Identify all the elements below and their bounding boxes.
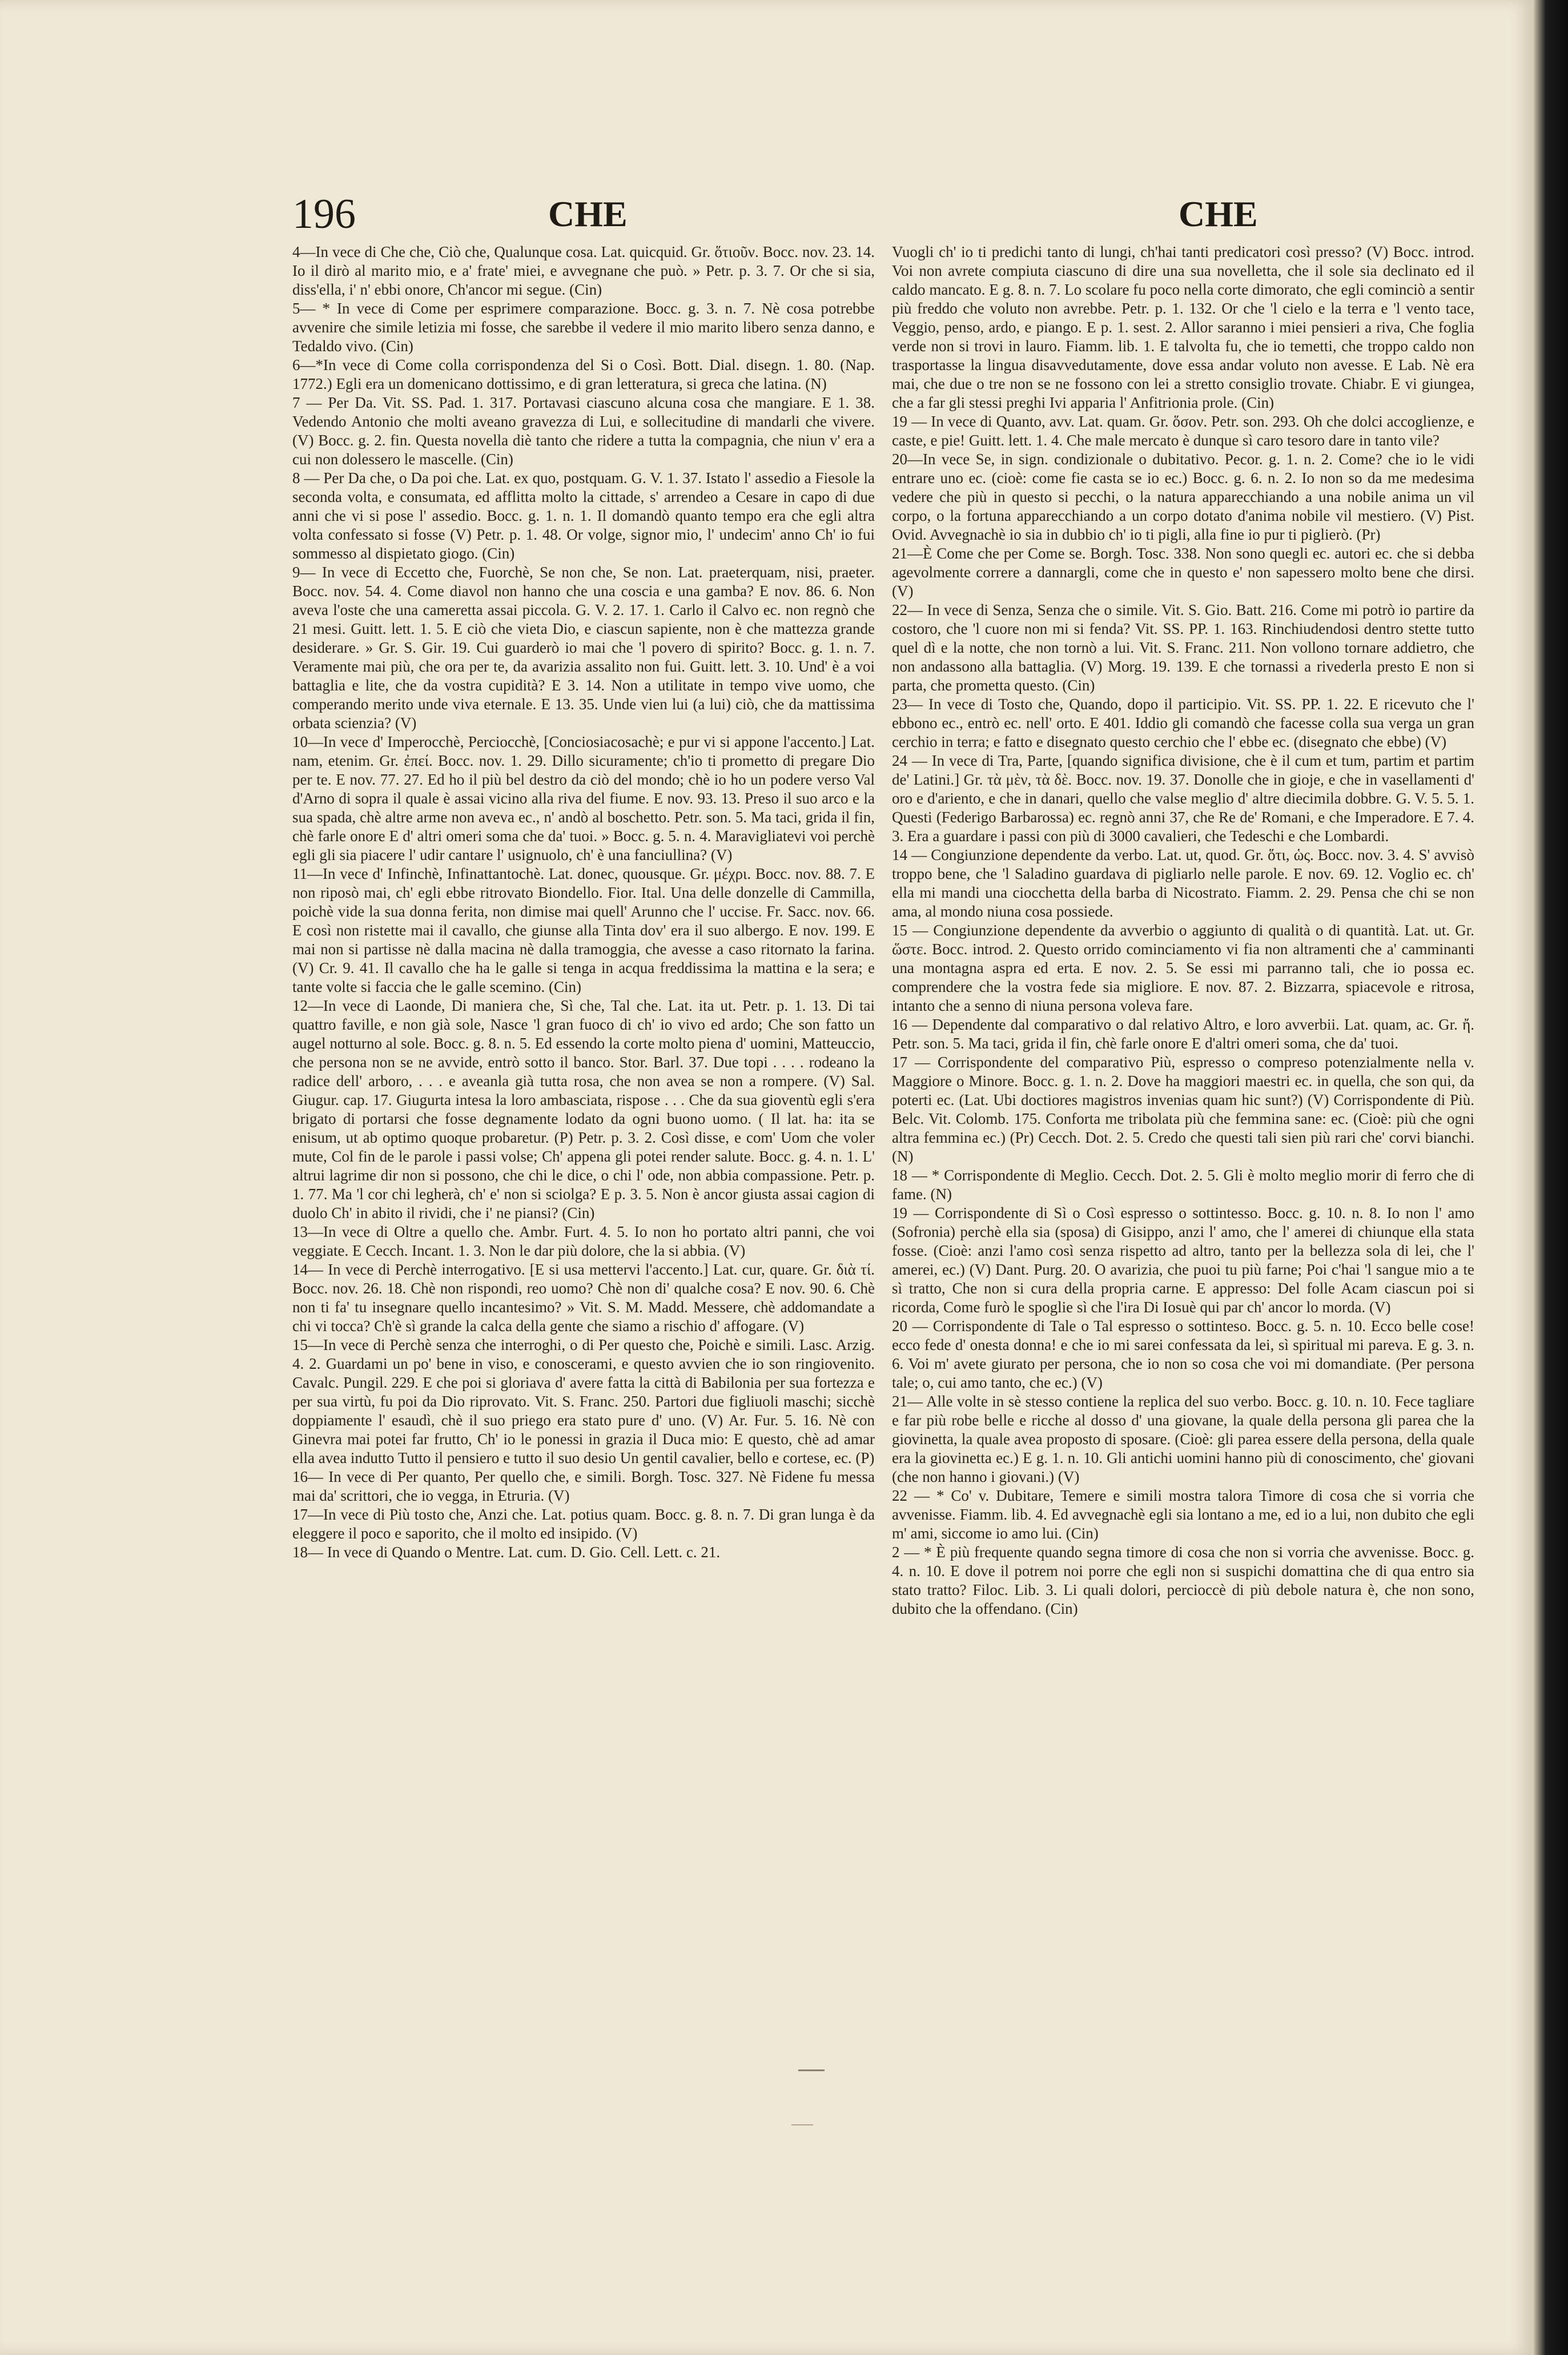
entry-paragraph: 16 — Dependente dal comparativo o dal relativo Altro, e loro avverbii. Lat. quam, ac. Gr. ἤ. Petr. son. 5. Ma taci, grida il fin, chè farle onore E d'altri omeri soma, che da' tuoi. — [892, 1016, 1474, 1052]
entry-paragraph: 22 — * Co' v. Dubitare, Temere e simili mostra talora Timore di cosa che si vorria che avvenisse. Fiamm. lib. 4. Ed avvegnachè egli sia lontano a me, ed io a lui, non dubito che egli m' ami, siccome io amo lui. (Cin) — [892, 1487, 1474, 1542]
entry-paragraph: 9— In vece di Eccetto che, Fuorchè, Se non che, Se non. Lat. praeterquam, nisi, praeter. Bocc. nov. 54. 4. Come diavol non hanno che una coscia e una gamba? E nov. 86. 6. Non aveva l'oste che una cameretta assai piccola. G. V. 2. 17. 1. Carlo il Calvo ec. non regnò che 21 mesi. Guitt. lett. 1. 5. E ciò che vieta Dio, e ciascun sapiente, non è che mattezza grande desiderare. » Gr. S. Gir. 19. Cui guarderò io mai che 'l povero di spirito? Bocc. g. 1. n. 7. Veramente mai più, che ora per te, da avarizia assalito non fui. Guitt. lett. 3. 10. Und' è a voi battaglia e lite, che da vostra cupidità? E 3. 14. Non a utilitate in tempo vive uomo, che comperando merito unde viva eternale. E 13. 35. Unde vien lui (a lui) ciò, che da mattissima orbata scienzia? (V) — [292, 564, 875, 732]
entry-paragraph: 7 — Per Da. Vit. SS. Pad. 1. 317. Portavasi ciascuno alcuna cosa che mangiare. E 1. 38. Vedendo Antonio che molti aveano gravezza di Lui, e sollecitudine di mandarli che vivere. (V) Bocc. g. 2. fin. Questa novella diè tanto che ridere a tutta la compagnia, che niun v' era a cui non dolessero le mascelle. (Cin) — [292, 394, 875, 468]
scanner-edge — [1534, 0, 1568, 2355]
entry-paragraph: 15—In vece di Perchè senza che interroghi, o di Per questo che, Poichè e simili. Lasc. Arzig. 4. 2. Guardami un po' bene in viso, e conoscerami, e questo avvien che io son ringiovenito. Cavalc. Pungil. 229. E che poi si gloriava d' avere fatta la città di Babilonia per sua fortezza e per sua virtù, fu poi da Dio riprovato. Vit. S. Franc. 250. Partori due figliuoli maschi; sicchè doppiamente l' esaudì, chè il suo priego era stato pure d' uno. (V) Ar. Fur. 5. 16. Nè con Ginevra mai potei far frutto, Ch' io le ponessi in grazia il Duca mio: E questo, chè ad amar ella avea indutto Tutto il pensiero e tutto il suo desio Un gentil cavalier, bello e cortese, ec. (P) — [292, 1336, 875, 1466]
entry-paragraph: 24 — In vece di Tra, Parte, [quando significa divisione, che è il cum et tum, partim et partim de' Latini.] Gr. τὰ μὲν, τὰ δὲ. Bocc. nov. 19. 37. Donolle che in gioje, e che in vasellamenti d' oro e d'ariento, e che in danari, quello che valse meglio d' altre diecimila dobbre. G. V. 5. 5. 1. Questi (Federigo Barbarossa) ec. regnò anni 37, che Re de' Romani, e che Imperadore. E 7. 4. 3. Era a guardare i passi con più di 3000 cavalieri, che Tedeschi e che Lombardi. — [892, 752, 1474, 845]
entry-paragraph: 22— In vece di Senza, Senza che o simile. Vit. S. Gio. Batt. 216. Come mi potrò io partire da costoro, che 'l cuore non mi si fenda? Vit. SS. PP. 1. 163. Rinchiudendosi dentro stette tutto quel dì e la notte, che non tornò a lui. Vit. S. Franc. 211. Non vollono tornare addietro, che non andassono alla battaglia. (V) Morg. 19. 139. E che tornassi a rivederla presto E non si parta, che prometta questo. (Cin) — [892, 601, 1474, 694]
entry-paragraph: 10—In vece d' Imperocchè, Perciocchè, [Conciosiacosachè; e pur vi si appone l'accento.] Lat. nam, etenim. Gr. ἐπεί. Bocc. nov. 1. 29. Dillo sicuramente; ch'io ti prometto di pregare Dio per te. E nov. 77. 27. Ed ho il più bel destro da ciò del mondo; chè io ho un podere verso Val d'Arno di sopra il quale è assai vicino alla riva del fiume. E nov. 93. 13. Preso il suo arco e la sua spada, chè altre arme non aveva ec., n' andò al boschetto. Petr. son. 5. Ma taci, grida il fin, chè farle onore E d' altri omeri soma che da' tuoi. » Bocc. g. 5. n. 4. Maravigliatevi voi perchè egli gli sia piacere l' udir cantare l' usignuolo, ch' è una fanciullina? (V) — [292, 733, 875, 863]
entry-paragraph: 20 — Corrispondente di Tale o Tal espresso o sottinteso. Bocc. g. 5. n. 10. Ecco belle cose! ecco fede d' onesta donna! e che io mi sarei confessata da lei, sì spiritual mi pareva. E g. 3. n. 6. Voi m' avete giurato per persona, che io non so cosa che voi mi domandiate. (Per persona tale; o, cui amo tanto, che ec.) (V) — [892, 1317, 1474, 1391]
left-column — [292, 243, 875, 2024]
page-number: 196 — [292, 191, 356, 238]
entry-paragraph: 18— In vece di Quando o Mentre. Lat. cum. D. Gio. Cell. Lett. c. 21. — [292, 1544, 721, 1561]
entry-paragraph: 6—*In vece di Come colla corrispondenza del Si o Così. Bott. Dial. disegn. 1. 80. (Nap. 1772.) Egli era un domenicano dottissimo, e di gran letteratura, si greca che latina. (N) — [292, 356, 875, 392]
entry-paragraph: 17—In vece di Più tosto che, Anzi che. Lat. potius quam. Bocc. g. 8. n. 7. Di gran lunga è da eleggere il poco e saporito, che il molto ed insipido. (V) — [292, 1506, 875, 1542]
entry-paragraph: 2 — * È più frequente quando segna timore di cosa che non si vorria che avvenisse. Bocc. g. 4. n. 10. E dove il potrem noi porre che egli non si suspichi domattina che di qua entro sia stato tratto? Filoc. Lib. 3. Li quali dolori, percioccè di più debole natura è, che non sono, dubito che la offendano. (Cin) — [892, 1544, 1474, 1617]
bottom-rule — [798, 2069, 825, 2071]
entry-paragraph: 8 — Per Da che, o Da poi che. Lat. ex quo, postquam. G. V. 1. 37. Istato l' assedio a Fiesole la seconda volta, e consumata, ed afflitta molto la cittade, s' arrendeo a Cesare in capo di due anni che vi si pose l' assedio. Bocc. g. 1. n. 1. Il domandò quanto tempo era che egli altra volta confessato si fosse (V) Petr. p. 1. 48. Or volge, signor mio, l' undecim' anno Ch' io fui sommesso al dispietato giogo. (Cin) — [292, 469, 875, 562]
entry-paragraph: 18 — * Corrispondente di Meglio. Cecch. Dot. 2. 5. Gli è molto meglio morir di ferro che di fame. (N) — [892, 1167, 1474, 1203]
bottom-rule-small — [791, 2124, 813, 2125]
entry-paragraph: 14— In vece di Perchè interrogativo. [E si usa mettervi l'accento.] Lat. cur, quare. Gr. διὰ τί. Bocc. nov. 26. 18. Chè non rispondi, reo uomo? Chè non di' qualche cosa? E nov. 90. 6. Chè non ti fa' tu insegnare quello incantesimo? » Vit. S. M. Madd. Messere, chè addomandate a chi vi tocca? Ch'è sì grande la calca della gente che siamo a rischio d' affogare. (V) — [292, 1261, 875, 1335]
entry-paragraph: Vuogli ch' io ti predichi tanto di lungi, ch'hai tanti predicatori così presso? (V) Bocc. introd. Voi non avrete compiuta ciascuno di dire una sua novelletta, che il sole sia declinato ed il caldo mancato. E g. 8. n. 7. Lo scolare fu poco nella corte dimorato, che egli cominciò a sentir più freddo che voluto non avrebbe. Petr. p. 1. 132. Or che 'l cielo e la terra e 'l vento tace, Veggio, penso, ardo, e piango. E p. 1. sest. 2. Allor saranno i miei pensieri a riva, Che foglia verde non si trovi in lauro. Fiamm. lib. 1. E talvolta fu, che io temetti, che troppo caldo non trasportasse la lingua disavvedutamente, dove essa andar voluto non avesse. E Lab. Nè era mai, che due o tre non se ne fossono con lei a stretto consiglio trovate. Chiabr. E vi giungea, che a far gli stessi preghi Ivi apparia l' Anfitrionia prole. (Cin) — [892, 243, 1474, 411]
running-head-right: CHE — [1179, 194, 1258, 234]
entry-paragraph: 16— In vece di Per quanto, Per quello che, e simili. Borgh. Tosc. 327. Nè Fidene fu messa mai da' scrittori, che io vegga, in Etruria. (V) — [292, 1468, 875, 1504]
entry-paragraph: 14 — Congiunzione dependente da verbo. Lat. ut, quod. Gr. ὅτι, ὡς. Bocc. nov. 3. 4. S' avvisò troppo bene, che 'l Saladino guardava di pigliarlo nelle parole. E nov. 69. 12. Voglio ec. ch' ella mi mandi una ciocchetta della barba di Nicostrato. Fiamm. 2. 29. Pensa che chi se non ama, al mondo niuna cosa possiede. — [892, 846, 1474, 920]
entry-paragraph: 4—In vece di Che che, Ciò che, Qualunque cosa. Lat. quicquid. Gr. ὅτιοῦν. Bocc. nov. 23. 14. Io il dirò al marito mio, e a' frate' miei, e avvegnane che può. » Petr. p. 3. 7. Or che si sia, diss'ella, i' n' ebbi onore, Ch'ancor mi segue. (Cin) — [292, 243, 875, 298]
entry-paragraph: 12—In vece di Laonde, Di maniera che, Sì che, Tal che. Lat. ita ut. Petr. p. 1. 13. Di tai quattro faville, e non già sole, Nasce 'l gran fuoco di ch' io vivo ed ardo; Che son fatto un augel notturno al sole. Bocc. g. 8. n. 5. Ed essendo la corte molto piena d' uomini, Matteuccio, che persona non se ne avvide, entrò sotto il banco. Stor. Barl. 37. Due topi . . . . rodeano la radice dell' arboro, . . . e aveanla già tutta rosa, che non avea se non a rompere. (V) Sal. Giugur. cap. 17. Giugurta intesa la loro ambasciata, rispose . . . Che da sua gioventù egli s'era brigato di portarsi che fosse degnamente lodato da ogni buono uomo. ( Il lat. ha: ita se enisum, ut ab optimo quoque probaretur. (P) Petr. p. 3. 2. Così disse, e com' Uom che voler mute, Col fin de le parole i passi volse; Ch' appena gli potei render salute. Bocc. g. 4. n. 1. L' altrui lagrime dir non si possono, che chi le dice, o chi l' ode, non abbia compassione. Petr. p. 1. 77. Ma 'l cor chi legherà, ch' e' non si sciolga? E p. 3. 5. Non è ancor giusta assai cagion di duolo Ch' in abito il rividi, che i' ne piansi? (Cin) — [292, 997, 875, 1221]
entry-paragraph: 15 — Congiunzione dependente da avverbio o aggiunto di qualità o di quantità. Lat. ut. Gr. ὥστε. Bocc. introd. 2. Questo orrido cominciamento vi fia non altramenti che a' camminanti una montagna aspra ed erta. E nov. 2. 5. Se essi mi parranno tali, che io possa ec. comprendere che la vostra fede sia migliore. E nov. 87. 2. Bizzarra, spiacevole e ritrosa, intanto che a senno di niuna persona voleva fare. — [892, 922, 1474, 1014]
entry-paragraph: 17 — Corrispondente del comparativo Più, espresso o compreso potenzialmente nella v. Maggiore o Minore. Bocc. g. 1. n. 2. Dove ha maggiori maestri ec. in quella, che son qui, da poterti ec. (Lat. Ubi doctiores magistros invenias quam hic sunt?) (V) Corrispondente di Più. Belc. Vit. Colomb. 175. Conforta me tribolata più che femmina sane: ec. (Cioè: più che ogni altra femmina ec.) (Pr) Cecch. Dot. 2. 5. Credo che questi tali sien più rari che' corvi bianchi. (N) — [892, 1054, 1474, 1165]
entry-paragraph: 19 — Corrispondente di Sì o Così espresso o sottintesso. Bocc. g. 10. n. 8. Io non l' amo (Sofronia) perchè ella sia (sposa) di Gisippo, anzi l' amo, che l' amerei di chiunque ella stata fosse. (Cioè: anzi l'amo così senza rispetto ad altro, tanto per la bellezza sola di lei, che l' amerei, ec.) (V) Dant. Purg. 20. O avarizia, che puoi tu più farne; Poi c'hai 'l sangue mio a te sì tratto, Che non si cura della propria carne. E appresso: Del folle Acam ciascun poi si ricorda, Come furò le spoglie sì che l'ira Di Iosuè qui par ch' ancor lo morda. (V) — [892, 1204, 1474, 1316]
entry-paragraph: 11—In vece d' Infinchè, Infinattantochè. Lat. donec, quousque. Gr. μέχρι. Bocc. nov. 88. 7. E non riposò mai, ch' egli ebbe ritrovato Biondello. Fior. Ital. Una delle donzelle di Cammilla, poichè vide la sua donna ferita, non dimise mai quell' Arunno che l' uccise. Fr. Sacc. nov. 66. E così non ristette mai il cavallo, che giunse alla Tinta dov' era il suo albergo. E nov. 199. E mai non si partisse nè dalla macina nè dalla tramoggia, che avesse a caso ritornato la farina. (V) Cr. 9. 41. Il cavallo che ha le galle si tenga in acqua freddissima la mattina e la sera; e tante volte si faccia che le galle scemino. (Cin) — [292, 865, 875, 995]
entry-paragraph: 21— Alle volte in sè stesso contiene la replica del suo verbo. Bocc. g. 10. n. 10. Fece tagliare e far più robe belle e ricche al dosso d' una giovane, la quale della persona gli parea che la giovinetta, la quale avea proposto di sposare. (Cioè: gli parea essere della persona, della quale era la giovinetta ec.) E g. 1. n. 10. Gli antichi uomini hanno più di conoscimento, che' giovani (che non hanno i giovani.) (V) — [892, 1393, 1474, 1485]
entry-paragraph: 21—È Come che per Come se. Borgh. Tosc. 338. Non sono quegli ec. autori ec. che si debba agevolmente correre a dannargli, come che in questo e' non sapessero molto bene che dirsi. (V) — [892, 545, 1474, 600]
entry-paragraph: 20—In vece Se, in sign. condizionale o dubitativo. Pecor. g. 1. n. 2. Come? che io le vidi entrare uno ec. (cioè: come fie casta se io ec.) Bocc. g. 6. n. 2. Io non so da me medesima vedere che più in questo si pecchi, o la natura apparecchiando a una nobile anima un vil corpo, o la fortuna apparecchiando a un corpo dotato d'anima nobile vil mestiero. (V) Pist. Ovid. Avvegnachè io sia in dubbio ch' io ti pigli, alla fine io pur ti piglierò. (Pr) — [892, 451, 1474, 543]
right-column — [892, 243, 1474, 2024]
entry-paragraph: 5— * In vece di Come per esprimere comparazione. Bocc. g. 3. n. 7. Nè cosa potrebbe avvenire che simile letizia mi fosse, che sarebbe il vedere il mio marito libero senza danno, e Tedaldo vivo. (Cin) — [292, 300, 875, 355]
entry-paragraph: 19 — In vece di Quanto, avv. Lat. quam. Gr. ὅσον. Petr. son. 293. Oh che dolci accoglienze, e caste, e pie! Guitt. lett. 1. 4. Che male mercato è dunque sì caro tesoro dare in tanto vile? — [892, 413, 1474, 449]
entry-paragraph: 23— In vece di Tosto che, Quando, dopo il participio. Vit. SS. PP. 1. 22. E ricevuto che l' ebbono ec., entrò ec. nell' orto. E 401. Iddio gli comandò che facesse colla sua verga un gran cerchio in terra; e fatto e disegnato questo cerchio che l' ebbe ec. (disegnato che ebbe) (V) — [892, 696, 1474, 750]
entry-paragraph: 13—In vece di Oltre a quello che. Ambr. Furt. 4. 5. Io non ho portato altri panni, che voi veggiate. E Cecch. Incant. 1. 3. Non le dar più dolore, che la si abbia. (V) — [292, 1223, 875, 1259]
running-head-left: CHE — [548, 194, 628, 234]
